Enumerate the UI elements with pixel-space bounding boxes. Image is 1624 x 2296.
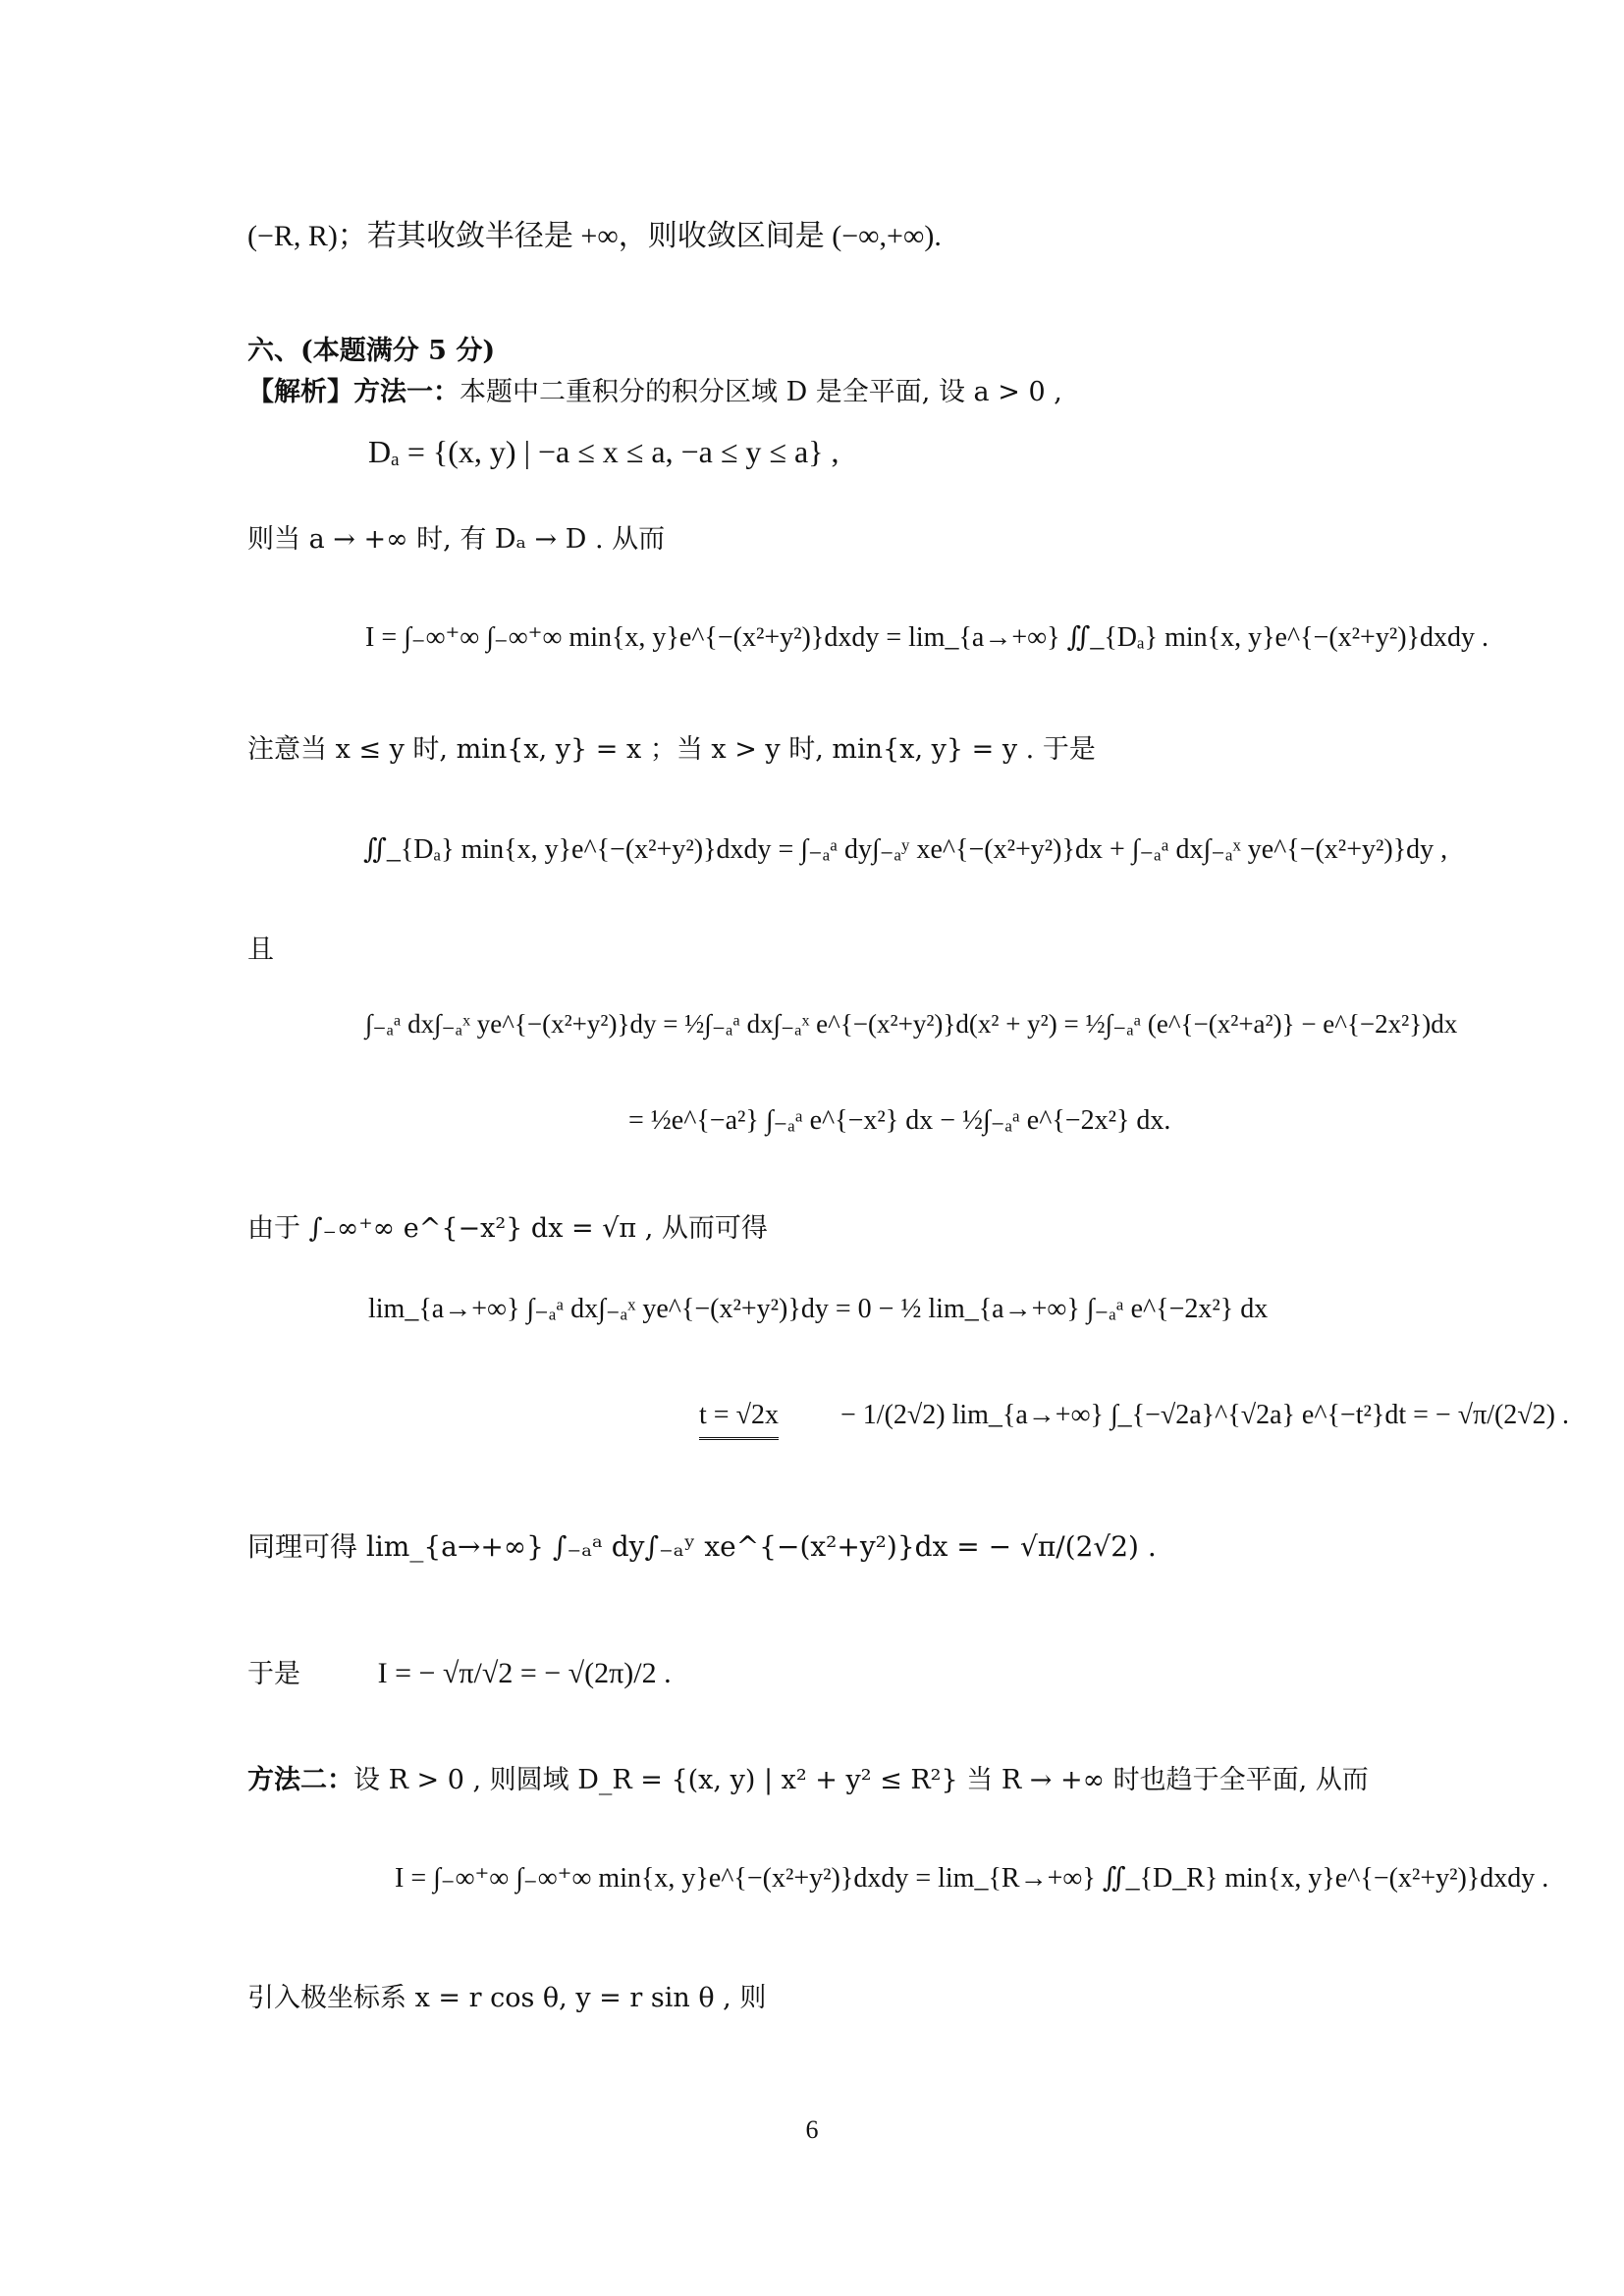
- interval-conclusion-line: (−R, R)；若其收敛半径是 +∞，则收敛区间是 (−∞,+∞).: [247, 220, 942, 252]
- method-two-line: [247, 1767, 1369, 1793]
- thus-label: 于是: [247, 1659, 300, 1689]
- formula-limit-1: lim_{a→+∞} ∫₋ₐᵃ dx∫₋ₐˣ ye^{−(x²+y²)}dy = 0 − ½ lim_{a→+∞} ∫₋ₐᵃ e^{−2x²} dx: [368, 1294, 1269, 1324]
- analysis-intro: [247, 379, 1062, 405]
- formula-substitution-label: [699, 1402, 779, 1440]
- thus-line: [247, 1659, 672, 1688]
- formula-limit-2: − 1/(2√2) lim_{a→+∞} ∫_{−√2a}^{√2a} e^{−t²}dt = − √π/(2√2) .: [840, 1400, 1569, 1430]
- analysis-label: 【解析】方法一：: [247, 377, 460, 407]
- min-note-line: 注意当 x ≤ y 时, min{x, y} = x ；当 x > y 时, min{x, y} = y . 于是: [247, 734, 1096, 765]
- section-title: 六、(本题满分 5 分): [247, 336, 496, 366]
- gaussian-note-line: 由于 ∫₋∞⁺∞ e^{−x²} dx = √π , 从而可得: [247, 1213, 768, 1244]
- formula-I-limit: I = ∫₋∞⁺∞ ∫₋∞⁺∞ min{x, y}e^{−(x²+y²)}dxdy = lim_{a→+∞} ∬_{Dₐ} min{x, y}e^{−(x²+y²)}dxdy .: [365, 622, 1489, 653]
- formula-eval-step1: ∫₋ₐᵃ dx∫₋ₐˣ ye^{−(x²+y²)}dy = ½∫₋ₐᵃ dx∫₋ₐˣ e^{−(x²+y²)}d(x² + y²) = ½∫₋ₐᵃ (e^{−(x²+a²)} − e^{−2x²})dx: [365, 1009, 1458, 1039]
- method-two-label: 方法二：: [247, 1765, 353, 1795]
- method-two-text: 设 R > 0 , 则圆域 D_R = {(x, y) | x² + y² ≤ R²} 当 R → +∞ 时也趋于全平面, 从而: [353, 1765, 1369, 1795]
- formula-eval-step2: = ½e^{−a²} ∫₋ₐᵃ e^{−x²} dx − ½∫₋ₐᵃ e^{−2x²} dx.: [628, 1105, 1171, 1136]
- page-number: 6: [805, 2115, 819, 2144]
- final-result-formula: I = − √π/√2 = − √(2π)/2 .: [377, 1657, 672, 1689]
- polar-coordinates-line: 引入极坐标系 x = r cos θ, y = r sin θ , 则: [247, 1983, 767, 2013]
- analysis-text: 本题中二重积分的积分区域 D 是全平面, 设 a > 0 ,: [460, 377, 1062, 407]
- limit-domain-line: 则当 a → +∞ 时, 有 Dₐ → D . 从而: [247, 524, 666, 555]
- substitution-text: t = √2x: [699, 1400, 779, 1430]
- and-line: 且: [247, 934, 274, 965]
- formula-Da-definition: Dₐ = {(x, y) | −a ≤ x ≤ a, −a ≤ y ≤ a} ,: [368, 434, 839, 469]
- formula-I-limit-polar: I = ∫₋∞⁺∞ ∫₋∞⁺∞ min{x, y}e^{−(x²+y²)}dxdy = lim_{R→+∞} ∬_{D_R} min{x, y}e^{−(x²+y²)}dxdy .: [395, 1863, 1549, 1894]
- similarly-line: 同理可得 lim_{a→+∞} ∫₋ₐᵃ dy∫₋ₐʸ xe^{−(x²+y²)}dx = − √π/(2√2) .: [247, 1530, 1157, 1563]
- formula-split-integral: ∬_{Dₐ} min{x, y}e^{−(x²+y²)}dxdy = ∫₋ₐᵃ dy∫₋ₐʸ xe^{−(x²+y²)}dx + ∫₋ₐᵃ dx∫₋ₐˣ ye^{−(x²+y²)}dy ,: [363, 834, 1448, 865]
